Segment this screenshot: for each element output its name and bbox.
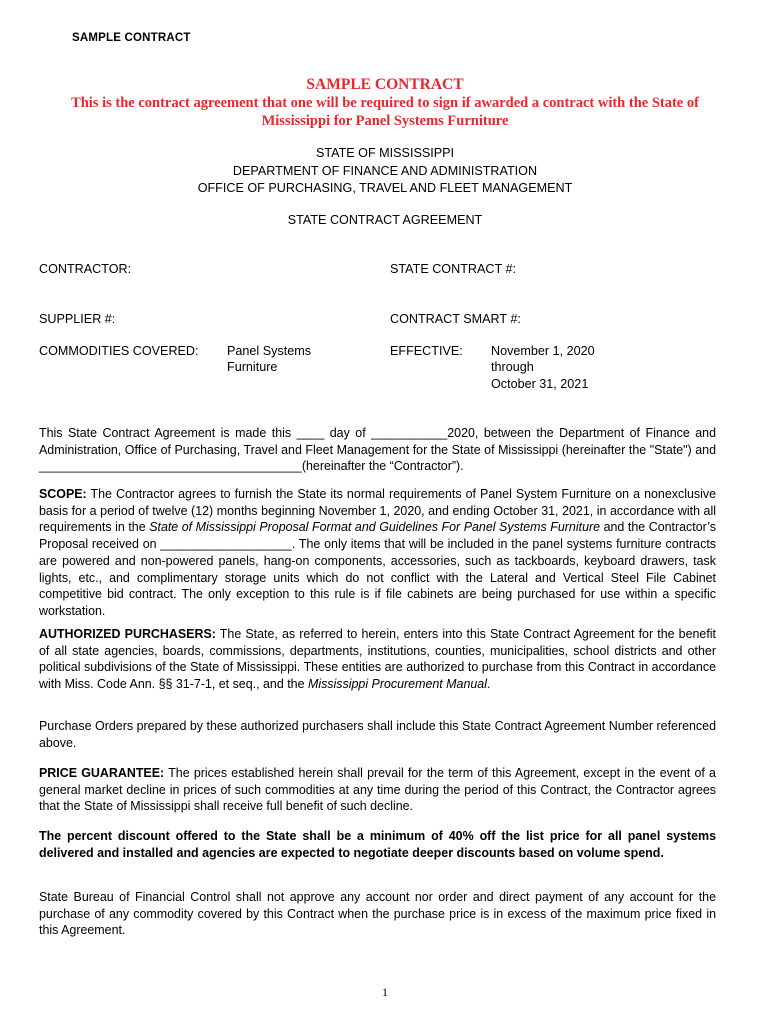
authorized-text-a: The State, as referred to herein, enters into this State Contract Agreement for the benefit of all state agencies, boards, commissions, departments, institutions, counties, municipalities, school districts and other political subdivisions of the State of Mississippi. These entities are authorized to purchase from this Contract in accordance with Miss. Code Ann. §§ 31-7-1, et seq., and the [39, 627, 717, 692]
intro-paragraph: This State Contract Agreement is made this ____ day of ___________2020, between the Department of Finance and Administration, Office of Purchasing, Travel and Fleet Management for the State of Mississippi (hereinafter the "State") and ______________________________________(hereinafter the “Contractor”). [39, 426, 716, 474]
scope-text-a: The Contractor agrees to furnish the State its normal requirements of Panel System Furniture on a nonexclusive basis for a period of twelve (12) months beginning November 1, 2020, and ending October 31, 2021, in accordance with all requirements in the [39, 487, 716, 535]
price-heading: PRICE GUARANTEE: [39, 766, 165, 780]
commodities-value-line-1: Panel Systems [227, 344, 311, 358]
purchase-orders-paragraph: Purchase Orders prepared by these authorized purchasers shall include this State Contract Agreement Number referenced above. [39, 719, 716, 750]
authorized-text-b: . [486, 677, 491, 692]
authorized-heading: AUTHORIZED PURCHASERS: [39, 627, 216, 641]
scope-paragraph [39, 486, 716, 620]
authorized-text-italic: Mississippi Procurement Manual [307, 677, 487, 692]
price-text: The prices established herein shall prevail for the term of this Agreement, except in the event of a general market decline in prices of such commodities at any time during the period of this Contract, the Contractor agrees that the State of Mississippi shall receive full benefit of such decline. [39, 766, 716, 814]
discount-paragraph: The percent discount offered to the State shall be a minimum of 40% off the list price for all panel systems delivered and installed and agencies are expected to negotiate deeper discounts based on volume spend. [39, 829, 716, 860]
effective-start-date: November 1, 2020 [491, 344, 595, 358]
agency-office: OFFICE OF PURCHASING, TRAVEL AND FLEET MANAGEMENT [197, 181, 573, 195]
title-description-line-1: This is the contract agreement that one will be required to sign if awarded a contract with the State of [71, 95, 699, 111]
authorized-purchasers-paragraph [39, 626, 716, 693]
effective-through: through [491, 360, 534, 374]
running-header: SAMPLE CONTRACT [72, 32, 191, 44]
scope-text-italic: State of Mississippi Proposal Format and Guidelines For Panel Systems Furniture [149, 520, 601, 535]
contract-smart-label: CONTRACT SMART #: [390, 312, 521, 326]
page-number: 1 [382, 985, 388, 999]
contractor-label: CONTRACTOR: [39, 262, 132, 276]
title-sample-contract: SAMPLE CONTRACT [306, 76, 464, 93]
effective-end-date: October 31, 2021 [491, 377, 589, 391]
agency-department: DEPARTMENT OF FINANCE AND ADMINISTRATION [232, 164, 538, 178]
agency-state: STATE OF MISSISSIPPI [315, 146, 455, 160]
commodities-label: COMMODITIES COVERED: [39, 344, 199, 358]
price-guarantee-paragraph [39, 765, 716, 815]
commodities-value-line-2: Furniture [227, 360, 278, 374]
supplier-label: SUPPLIER #: [39, 312, 116, 326]
title-description-line-2: Mississippi for Panel Systems Furniture [261, 113, 509, 129]
scope-heading: SCOPE: [39, 487, 87, 501]
effective-label: EFFECTIVE: [390, 344, 463, 358]
state-contract-label: STATE CONTRACT #: [390, 262, 516, 276]
agreement-title: STATE CONTRACT AGREEMENT [287, 213, 483, 227]
bureau-paragraph: State Bureau of Financial Control shall not approve any account nor order and direct payment of any account for the purchase of any commodity covered by this Contract when the purchase price is in excess of the maximum price fixed in this Agreement. [39, 890, 716, 938]
scope-text-b: and the Contractor’s Proposal received on ___________________. The only items that will be included in the panel systems furniture contracts are powered and non-powered panels, hang-on components, accessories, such as tackboards, keyboard drawers, task lights, etc., and complimentary storage units which do not conflict with the Lateral and Vertical Steel File Cabinet competitive bid contract. The only exception to this rule is if file cabinets are being purchased for use within a specific workstation. [39, 520, 716, 618]
